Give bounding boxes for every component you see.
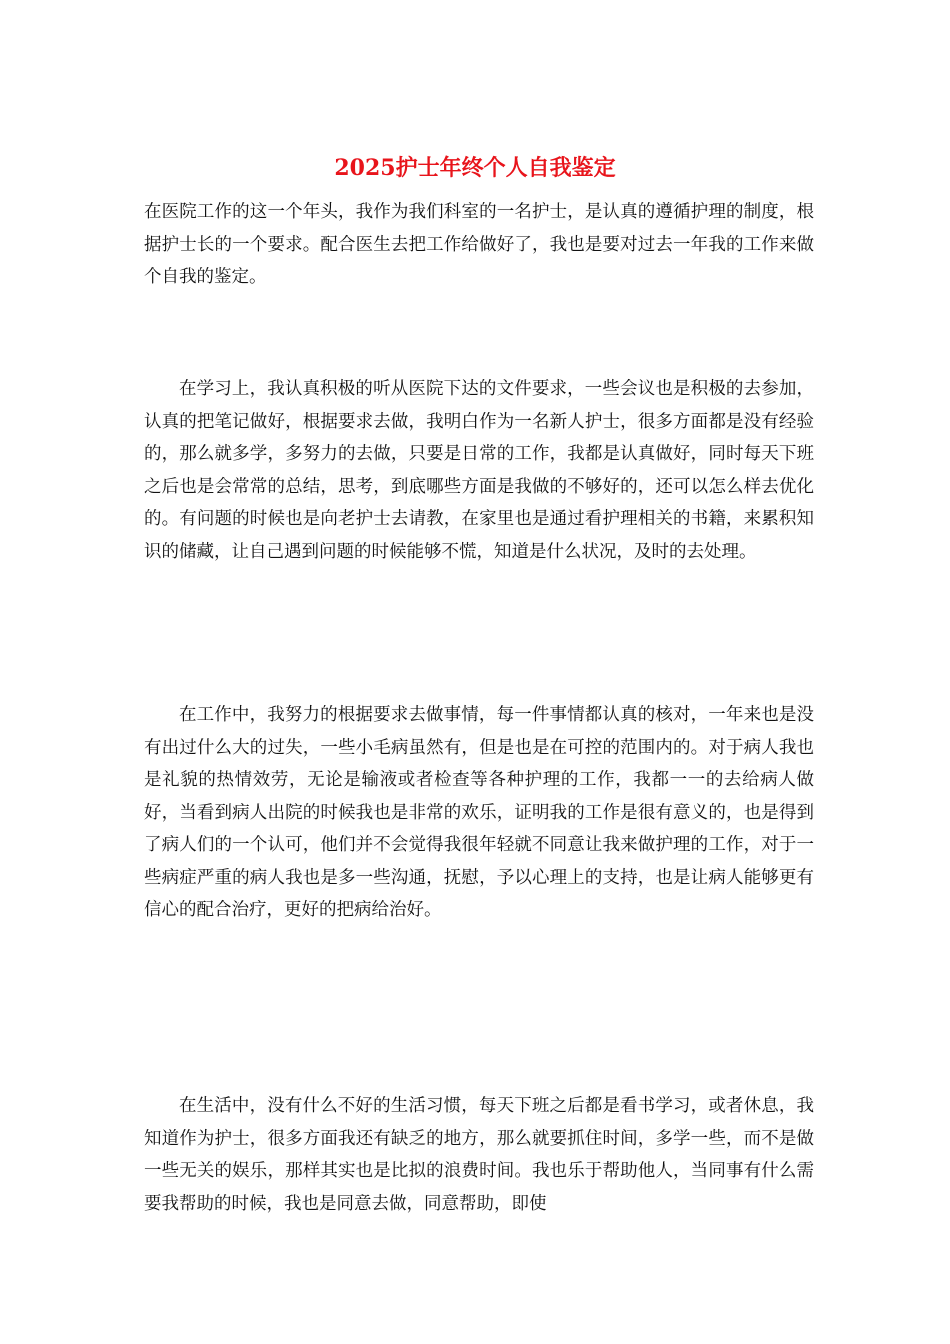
- document-title: 2025护士年终个人自我鉴定: [334, 155, 616, 181]
- paragraph-life: 在生活中，没有什么不好的生活习惯，每天下班之后都是看书学习，或者休息，我知道作为护士，很多方面我还有缺乏的地方，那么就要抓住时间，多学一些，而不是做一些无关的娱乐，那样其实也是比拟的浪费时间。我也乐于帮助他人，当同事有什么需要我帮助的时候，我也是同意去做，同意帮助，即使: [144, 1096, 814, 1214]
- paragraph-intro: 在医院工作的这一个年头，我作为我们科室的一名护士，是认真的遵循护理的制度，根据护士长的一个要求。配合医生去把工作给做好了，我也是要对过去一年我的工作来做个自我的鉴定。: [144, 202, 814, 287]
- paragraph-study: 在学习上，我认真积极的听从医院下达的文件要求，一些会议也是积极的去参加，认真的把笔记做好，根据要求去做，我明白作为一名新人护士，很多方面都是没有经验的，那么就多学，多努力的去做，只要是日常的工作，我都是认真做好，同时每天下班之后也是会常常的总结，思考，到底哪些方面是我做的不够好的，还可以怎么样去优化的。有问题的时候也是向老护士去请教，在家里也是通过看护理相关的书籍，来累积知识的储藏，让自己遇到问题的时候能够不慌，知道是什么状况，及时的去处理。: [144, 379, 814, 562]
- paragraph-work: 在工作中，我努力的根据要求去做事情，每一件事情都认真的核对，一年来也是没有出过什么大的过失，一些小毛病虽然有，但是也是在可控的范围内的。对于病人我也是礼貌的热情效劳，无论是输液或者检查等各种护理的工作，我都一一的去给病人做好，当看到病人出院的时候我也是非常的欢乐，证明我的工作是很有意义的，也是得到了病人们的一个认可，他们并不会觉得我很年轻就不同意让我来做护理的工作，对于一些病症严重的病人我也是多一些沟通，抚慰，予以心理上的支持，也是让病人能够更有信心的配合治疗，更好的把病给治好。: [144, 705, 814, 920]
